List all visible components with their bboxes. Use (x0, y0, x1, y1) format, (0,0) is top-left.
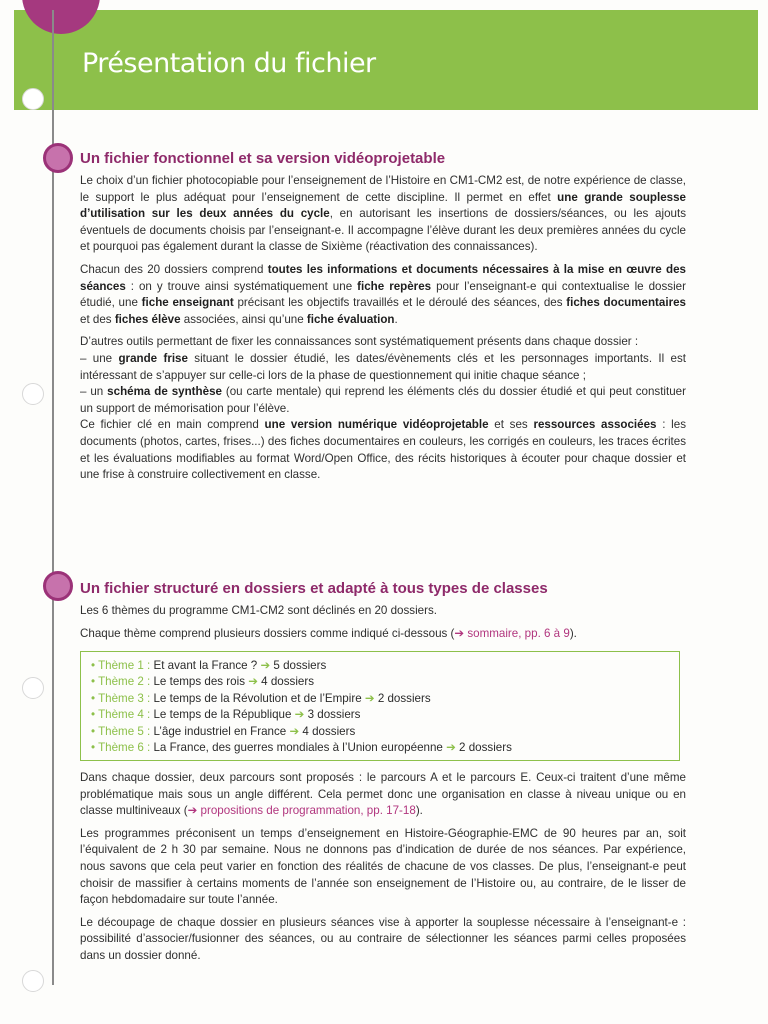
section-1-body (80, 173, 686, 484)
bold-text: fiches élève (114, 312, 181, 326)
cross-reference: ➔ sommaire, pp. 6 à 9 (454, 626, 570, 640)
text-run: Chacun des 20 dossiers comprend (80, 262, 268, 276)
theme-item (91, 724, 671, 740)
bold-text: fiches documentaires (566, 296, 686, 310)
theme-item (91, 658, 671, 674)
text-run: : les documents (photos, cartes, frises...) des fiches documentaires en couleurs, les corrigés en couleurs, les traces écrites et les évaluations modifiables au format Word/Open Office, des récits historiques à écouter pour chaque dossier et une frise à construire collectivement en classe. (80, 418, 686, 482)
arrow-right-icon: ➔ (289, 724, 300, 738)
bold-text: fiche repères (357, 279, 432, 293)
text-run: Dans chaque dossier, deux parcours sont proposés : le parcours A et le parcours E. Ceux-ci traitent d’une même problématique mais sous un angle différent. Cela permet donc une organisation en classe à niveau unique ou en classe multiniveaux ( (80, 771, 686, 818)
theme-item (91, 707, 671, 723)
paragraph (80, 334, 686, 351)
binder-hole (22, 970, 44, 992)
arrow-right-icon: ➔ (248, 675, 258, 689)
paragraph (80, 173, 686, 256)
bold-text: une version numérique vidéoprojetable (264, 418, 489, 432)
paragraph (80, 626, 686, 643)
text-run: . (394, 312, 398, 326)
arrow-right-icon: ➔ (294, 708, 305, 722)
section-title-2: Un fichier structuré en dossiers et adapté à tous types de classes (80, 580, 548, 597)
text-run: ). (415, 804, 423, 818)
text-run: Ce fichier clé en main comprend (80, 418, 265, 432)
text-run: pour l’enseignant-e qui contextualise le dossier étudié, une (80, 279, 686, 310)
dossier-count: 2 dossiers (455, 741, 512, 755)
text-run: – une (80, 351, 119, 365)
section-bullet (43, 143, 73, 173)
text-run: Les programmes préconisent un temps d’enseignement en Histoire-Géographie-EMC de 90 heures par an, soit l’équivalent de 2 h 30 par semaine. Nous ne donnons pas d’indication de durée de nos séances. Par expérience, nous savons que cela peut varier en fonction des réalités de chacune de vos classes. De plus, l’enseignant-e peut choisir de massifier à certains moments de l’année son enseignement de l’Histoire ou, au contraire, de le lisser de façon hebdomadaire sur toute l’année. (80, 826, 686, 907)
paragraph (80, 770, 686, 820)
text-run: et ses (488, 418, 534, 432)
binder-hole (22, 88, 44, 110)
theme-title: Le temps de la Révolution et de l’Empire (150, 691, 365, 705)
text-run: , en autorisant les insertions de dossiers/séances, ou les ajouts éventuels de documents choisis par l’enseignant-e. Il accompagne l’élève durant les deux premières années du cycle et pourquoi pas également durant la classe de Sixième (réactivation des connaissances). (80, 207, 686, 254)
text-run: D’autres outils permettant de fixer les connaissances sont systématiquement présents dans chaque dossier : (80, 335, 639, 349)
binder-hole (22, 677, 44, 699)
theme-label: • Thème 4 : (91, 708, 151, 722)
bold-text: schéma de synthèse (107, 385, 222, 399)
text-run: (ou carte mentale) qui reprend les éléments clés du dossier étudié et qui peut constituer un support de mémorisation pour l’élève. (80, 385, 686, 415)
theme-item (91, 740, 671, 756)
theme-title: Le temps de la République (150, 708, 295, 722)
theme-label: • Thème 2 : (91, 675, 151, 689)
theme-label: • Thème 1 : (91, 659, 151, 672)
text-run: Chaque thème comprend plusieurs dossiers comme indiqué ci-dessous ( (80, 626, 455, 640)
bold-text: fiche enseignant (141, 296, 234, 310)
section-2-intro (80, 603, 686, 642)
theme-item (91, 691, 671, 707)
dossier-count: 4 dossiers (299, 724, 356, 738)
text-run: Le découpage de chaque dossier en plusieurs séances vise à apporter la souplesse nécessaire à l’enseignant-e : possibilité d’associer/fusionner des séances, ou au contraire de sélectionner les séances parmi celles proposées dans un dossier donné. (80, 915, 686, 962)
paragraph (80, 417, 686, 483)
paragraph (80, 826, 686, 909)
dossier-count: 2 dossiers (374, 691, 431, 705)
arrow-right-icon: ➔ (446, 741, 456, 755)
text-run: Le choix d’un fichier photocopiable pour l’enseignement de l’Histoire en CM1-CM2 est, de notre expérience de classe, le support le plus adéquat pour l’enseignement de cette discipline. Il permet en effet (80, 174, 686, 204)
text-run: Les 6 thèmes du programme CM1-CM2 sont déclinés en 20 dossiers. (80, 604, 437, 617)
bold-text: une grande souplesse d’utilisation sur les deux années du cycle (80, 190, 687, 221)
theme-title: La France, des guerres mondiales à l’Union européenne (150, 741, 447, 755)
paragraph (80, 915, 686, 965)
theme-title: Le temps des rois (150, 675, 249, 689)
text-run: ). (569, 626, 577, 640)
text-run: : on y trouve ainsi systématiquement une (125, 279, 358, 293)
dossier-count: 4 dossiers (257, 675, 314, 689)
text-run: – un (80, 385, 108, 399)
section-bullet (43, 571, 73, 601)
theme-label: • Thème 3 : (91, 691, 151, 705)
paragraph (80, 384, 686, 417)
bold-text: fiche évaluation (306, 312, 395, 326)
dossier-count: 5 dossiers (270, 659, 327, 672)
paragraph (80, 603, 686, 620)
text-run: associées, ainsi qu’une (180, 312, 307, 326)
section-title-1: Un fichier fonctionnel et sa version vidéoprojetable (80, 150, 446, 167)
theme-label: • Thème 6 : (91, 741, 151, 755)
theme-item (91, 674, 671, 690)
themes-box (80, 651, 680, 761)
text-run: situant le dossier étudié, les dates/évènements clés et les personnages importants. Il est intéressant de s’appuyer sur celle-ci lors de la phase de questionnement qui initie chaque séance ; (80, 351, 686, 382)
dossier-count: 3 dossiers (304, 708, 361, 722)
arrow-right-icon: ➔ (260, 659, 271, 672)
cross-reference: ➔ propositions de programmation, pp. 17-18 (187, 804, 416, 818)
paragraph (80, 262, 686, 328)
page-title: Présentation du fichier (82, 48, 376, 79)
arrow-right-icon: ➔ (364, 691, 375, 705)
theme-label: • Thème 5 : (91, 724, 151, 738)
bold-text: ressources associées (533, 418, 657, 432)
theme-title: L’âge industriel en France (150, 724, 290, 738)
paragraph (80, 351, 686, 384)
text-run: et des (80, 312, 115, 326)
bold-text: toutes les informations et documents nécessaires à la mise en œuvre des séances (80, 262, 686, 293)
section-2-body (80, 770, 686, 965)
text-run: précisant les objectifs travaillés et le déroulé des séances, des (233, 296, 567, 310)
bold-text: grande frise (118, 351, 188, 365)
binder-hole (22, 383, 44, 405)
theme-title: Et avant la France ? (150, 659, 261, 672)
